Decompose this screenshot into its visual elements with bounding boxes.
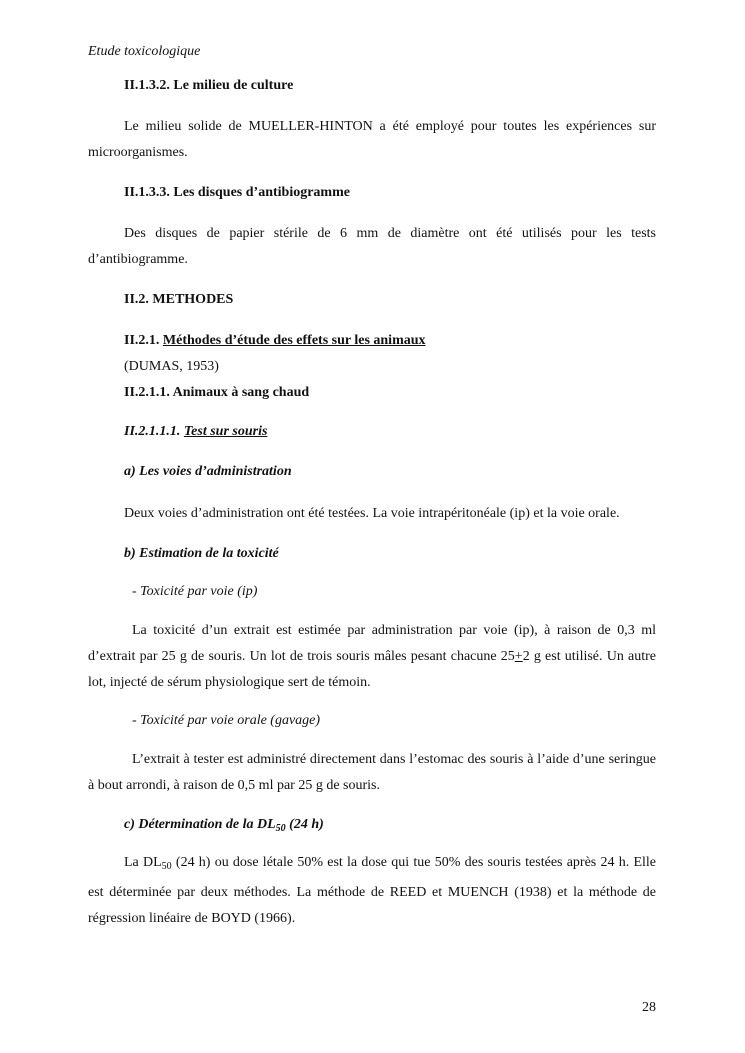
paragraph-voies-administration: Deux voies d’administration ont été testées. La voie intrapéritonéale (ip) et la voie orale.: [124, 506, 620, 521]
paragraph-dl50: La $DL_{50}$ (24 h) ou dose létale 50% est la dose qui tue 50% des souris testées après 24 h. Elle est déterminée par deux méthodes. La méthode de REED et MUENCH (1938) et la méthode de régression linéaire de BOYD (1966).: [88, 855, 656, 926]
section-title: Méthodes d’étude des effets sur les animaux: [162, 333, 426, 348]
paragraph-toxicite-ip: La toxicité d’un extrait est estimée par administration par voie (ip), à raison de 0,3 ml d’extrait par 25 g de souris. Un lot de trois souris mâles pesant chacune 25+2 g est utilisé. Un autre lot, injecté de sérum physiologique sert de témoin.: [88, 623, 656, 690]
heading-estimation-toxicite: b) Estimation de la toxicité: [124, 546, 279, 561]
heading-methodes-animaux: [124, 333, 426, 349]
section-number: II.2.1.1.1.: [124, 424, 181, 439]
subheading-toxicite-orale: - Toxicité par voie orale (gavage): [132, 713, 321, 728]
heading-voies-administration: a) Les voies d’administration: [124, 464, 292, 479]
paragraph-milieu-culture: Le milieu solide de MUELLER-HINTON a été employé pour toutes les expériences sur microorganismes.: [88, 119, 656, 160]
paragraph-toxicite-orale: L’extrait à tester est administré directement dans l’estomac des souris à l’aide d’une seringue à bout arrondi, à raison de 0,5 ml par 25 g de souris.: [88, 752, 656, 793]
paragraph-disques: Des disques de papier stérile de 6 mm de diamètre ont été utilisés pour les tests d’antibiogramme.: [88, 226, 656, 267]
heading-milieu-culture: II.1.3.2. Le milieu de culture: [124, 78, 294, 93]
heading-disques: II.1.3.3. Les disques d’antibiogramme: [124, 185, 350, 200]
heading-methodes: II.2. METHODES: [124, 292, 234, 307]
heading-determination-dl50: c) Détermination de la $DL_{50}$ (24 h): [124, 817, 324, 834]
plus-minus-sign: +: [514, 649, 523, 664]
heading-animaux-sang-chaud: II.2.1.1. Animaux à sang chaud: [124, 385, 310, 400]
section-number: II.2.1.: [124, 333, 160, 348]
page-number: 28: [642, 1000, 656, 1015]
reference-dumas: (DUMAS, 1953): [124, 359, 219, 374]
running-header: Etude toxicologique: [88, 44, 201, 59]
section-title: Test sur souris: [183, 424, 268, 439]
subheading-toxicite-ip: - Toxicité par voie (ip): [132, 584, 258, 599]
heading-test-souris: [124, 424, 267, 440]
